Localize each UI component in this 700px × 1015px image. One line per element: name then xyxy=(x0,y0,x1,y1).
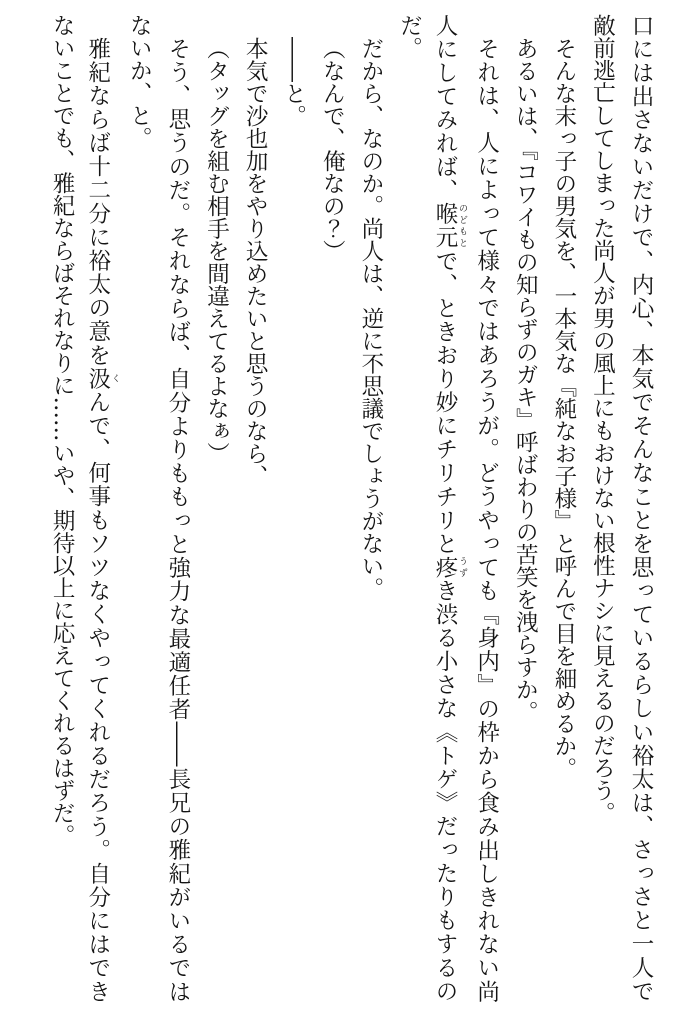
text-column-12: （タッグを組む相手を間違えてるよなぁ） xyxy=(203,36,230,464)
novel-page-text xyxy=(42,14,660,1002)
text-segment: き渋る小さな《トゲ》だったりもするの xyxy=(432,579,459,1003)
ruby-text: のどもと xyxy=(457,202,468,249)
ruby-base: 疼 xyxy=(432,555,459,580)
text-segment: んで、何事もソツなくやってくれるだろう。自分にはでき xyxy=(84,390,111,1003)
ruby-text: く xyxy=(109,366,120,390)
text-column-6 xyxy=(428,14,467,1002)
text-segment: 雅紀ならば十二分に裕太の意を xyxy=(84,36,111,367)
text-column-5: それは、人によって様々ではあろうが。どうやっても『身内』の枠から食み出しきれない尚 xyxy=(473,36,500,1003)
text-segment: で、ときおり妙にチリチリと xyxy=(432,249,459,556)
text-column-11: 本気で沙也加をやり込めたいと思うのなら、 xyxy=(242,36,269,487)
text-column-8: だから、なのか。尚人は、逆に不思議でしょうがない。 xyxy=(357,36,384,599)
text-column-3: そんな末っ子の男気を、一本気な『純なお子様』と呼んで目を細めるか。 xyxy=(550,36,577,779)
ruby-text: うず xyxy=(457,555,468,579)
text-column-2: 敵前逃亡してしまった尚人が男の風上にもおけない根性ナシに見えるのだろう。 xyxy=(589,14,616,824)
ruby-annotation-nodomoto xyxy=(432,202,468,250)
text-segment: 人にしてみれば、 xyxy=(432,14,459,203)
text-column-13: そう、思うのだ。それならば、自分よりももっと強力な最適任者――長兄の雅紀がいるでは xyxy=(164,36,191,1002)
text-column-15 xyxy=(81,14,120,1002)
text-column-16: ないことでも、雅紀ならばそれなりに……いや、期待以上に応えてくれるはずだ。 xyxy=(49,14,76,847)
ruby-base: 汲 xyxy=(84,366,111,391)
text-column-10: ――と。 xyxy=(280,36,307,127)
text-column-4: あるいは、『コワイもの知らずのガキ』呼ばわりの苦笑を洩らすか。 xyxy=(512,36,539,723)
text-column-7: だ。 xyxy=(396,14,423,59)
text-column-1: 口には出さないだけで、内心、本気でそんなことを思っているらしい裕太は、さっさと一人で xyxy=(628,14,654,1002)
ruby-base: 喉元 xyxy=(432,202,459,250)
text-column-9: （なんで、俺なの？） xyxy=(319,36,346,262)
ruby-annotation-uzu xyxy=(432,555,468,580)
text-column-14: ないか、と。 xyxy=(126,14,153,149)
ruby-annotation-ku xyxy=(84,366,120,391)
